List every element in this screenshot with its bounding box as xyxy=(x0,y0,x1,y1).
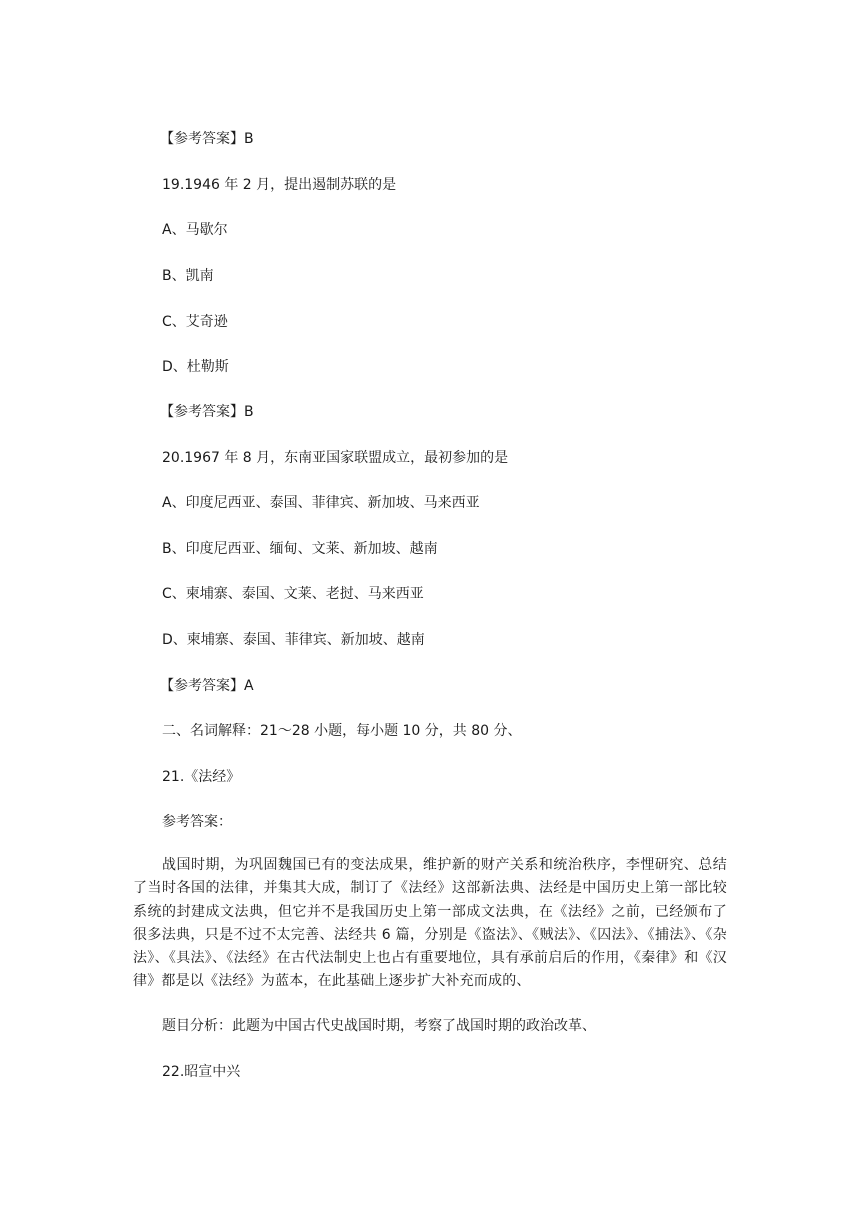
answer-20: 【参考答案】A xyxy=(160,678,254,694)
question-19-stem: 19.1946 年 2 月，提出遏制苏联的是 xyxy=(162,177,397,193)
answer-19: 【参考答案】B xyxy=(160,404,254,420)
question-22-title: 22.昭宣中兴 xyxy=(162,1064,241,1080)
question-20-option-d: D、柬埔寨、泰国、菲律宾、新加坡、越南 xyxy=(162,632,425,648)
question-20-stem: 20.1967 年 8 月，东南亚国家联盟成立，最初参加的是 xyxy=(162,450,509,466)
question-20-option-a: A、印度尼西亚、泰国、菲律宾、新加坡、马来西亚 xyxy=(162,495,480,511)
question-19-option-b: B、凯南 xyxy=(162,268,214,284)
section-2-heading: 二、名词解释：21～28 小题，每小题 10 分，共 80 分、 xyxy=(162,723,522,739)
question-19-option-c: C、艾奇逊 xyxy=(162,314,228,330)
question-21-analysis: 题目分析：此题为中国古代史战国时期，考察了战国时期的政治改革、 xyxy=(162,1018,596,1034)
question-21-answer-body: 战国时期，为巩固魏国已有的变法成果，维护新的财产关系和统治秩序，李悝研究、总结了当时各国的法律，并集其大成，制订了《法经》这部新法典、法经是中国历史上第一部比较系统的封建成文法典，但它并不是我国历史上第一部成文法典，在《法经》之前，已经颁布了很多法典，只是不过不太完善、法经共 6 篇，分别是《盗法》、《贼法》、《囚法》、《捕法》、《杂法》、《具法》、《法经》在古代法制史上也占有重要地位，具有承前启后的作用，《秦律》和《汉律》都是以《法经》为蓝本，在此基础上逐步扩大补充而成的、 xyxy=(133,857,727,990)
question-21-reference-label: 参考答案： xyxy=(162,814,232,830)
question-21-title: 21.《法经》 xyxy=(162,769,241,785)
question-19-option-a: A、马歇尔 xyxy=(162,222,228,238)
question-20-option-b: B、印度尼西亚、缅甸、文莱、新加坡、越南 xyxy=(162,541,438,557)
question-20-option-c: C、柬埔寨、泰国、文莱、老挝、马来西亚 xyxy=(162,586,424,602)
answer-18: 【参考答案】B xyxy=(160,131,254,147)
question-19-option-d: D、杜勒斯 xyxy=(162,359,229,375)
